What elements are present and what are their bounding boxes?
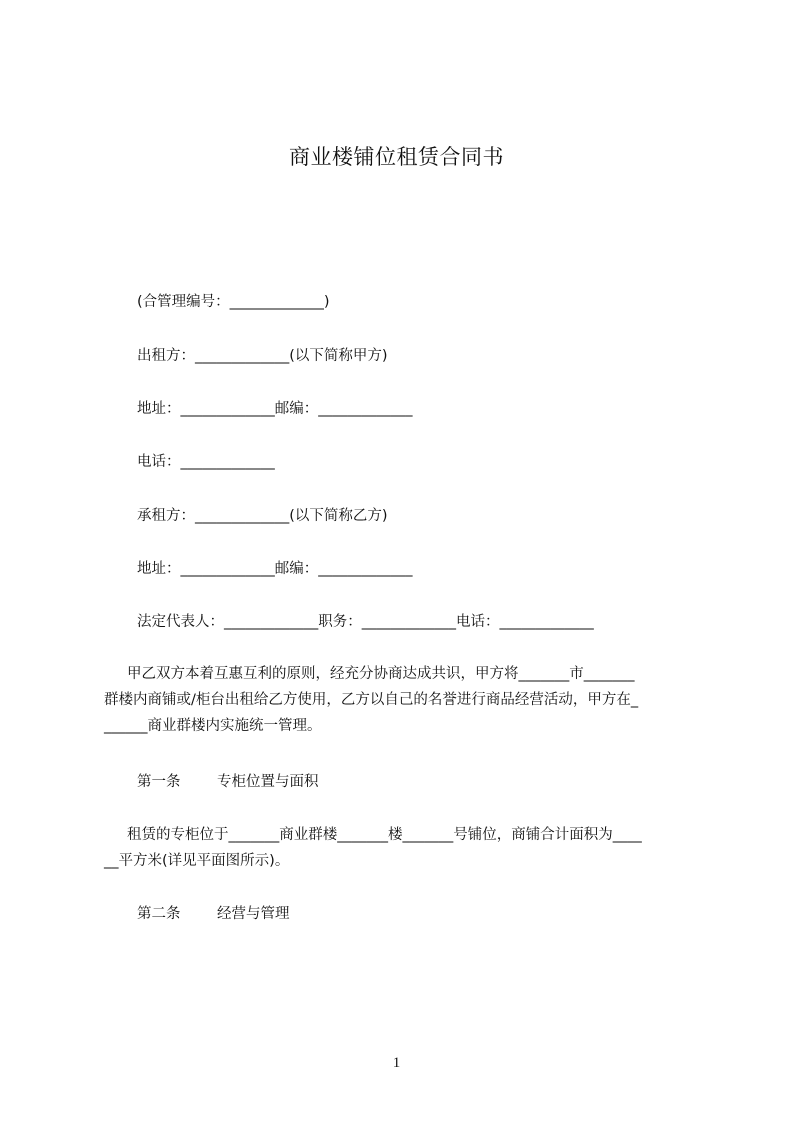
intro-line: ______商业群楼内实施统一管理。 xyxy=(104,718,322,734)
contract-number-field: (合管理编号：_____________) xyxy=(137,294,330,310)
article-line: __平方米(详见平面图所示)。 xyxy=(104,853,290,869)
article-2-heading xyxy=(137,904,290,924)
lessor-address-field: 地址：_____________邮编：_____________ xyxy=(137,401,413,417)
article-title: 经营与管理 xyxy=(217,906,290,922)
intro-line: 群楼内商铺或/柜台出租给乙方使用，乙方以自己的名誉进行商品经营活动，甲方在_ xyxy=(104,692,639,708)
lessee-field: 承租方：_____________(以下简称乙方) xyxy=(137,508,388,524)
intro-paragraph xyxy=(104,661,704,739)
article-1-body xyxy=(104,822,704,874)
intro-line: 甲乙双方本着互惠互利的原则，经充分协商达成共识，甲方将_______市_______ xyxy=(104,666,635,682)
lessor-field: 出租方：_____________(以下简称甲方) xyxy=(137,348,388,364)
article-number: 第二条 xyxy=(137,906,181,922)
article-1-heading xyxy=(137,772,319,792)
lessee-address-field: 地址：_____________邮编：_____________ xyxy=(137,561,413,577)
article-number: 第一条 xyxy=(137,774,181,790)
article-title: 专柜位置与面积 xyxy=(217,774,319,790)
legal-representative-field: 法定代表人：_____________职务：_____________电话：_____________ xyxy=(137,614,594,630)
document-title: 商业楼铺位租赁合同书 xyxy=(289,145,504,169)
page-number: 1 xyxy=(392,1055,401,1071)
lessor-phone-field: 电话：_____________ xyxy=(137,454,275,470)
article-line: 租赁的专柜位于_______商业群楼_______楼_______号铺位，商铺合计面积为____ xyxy=(104,827,642,843)
